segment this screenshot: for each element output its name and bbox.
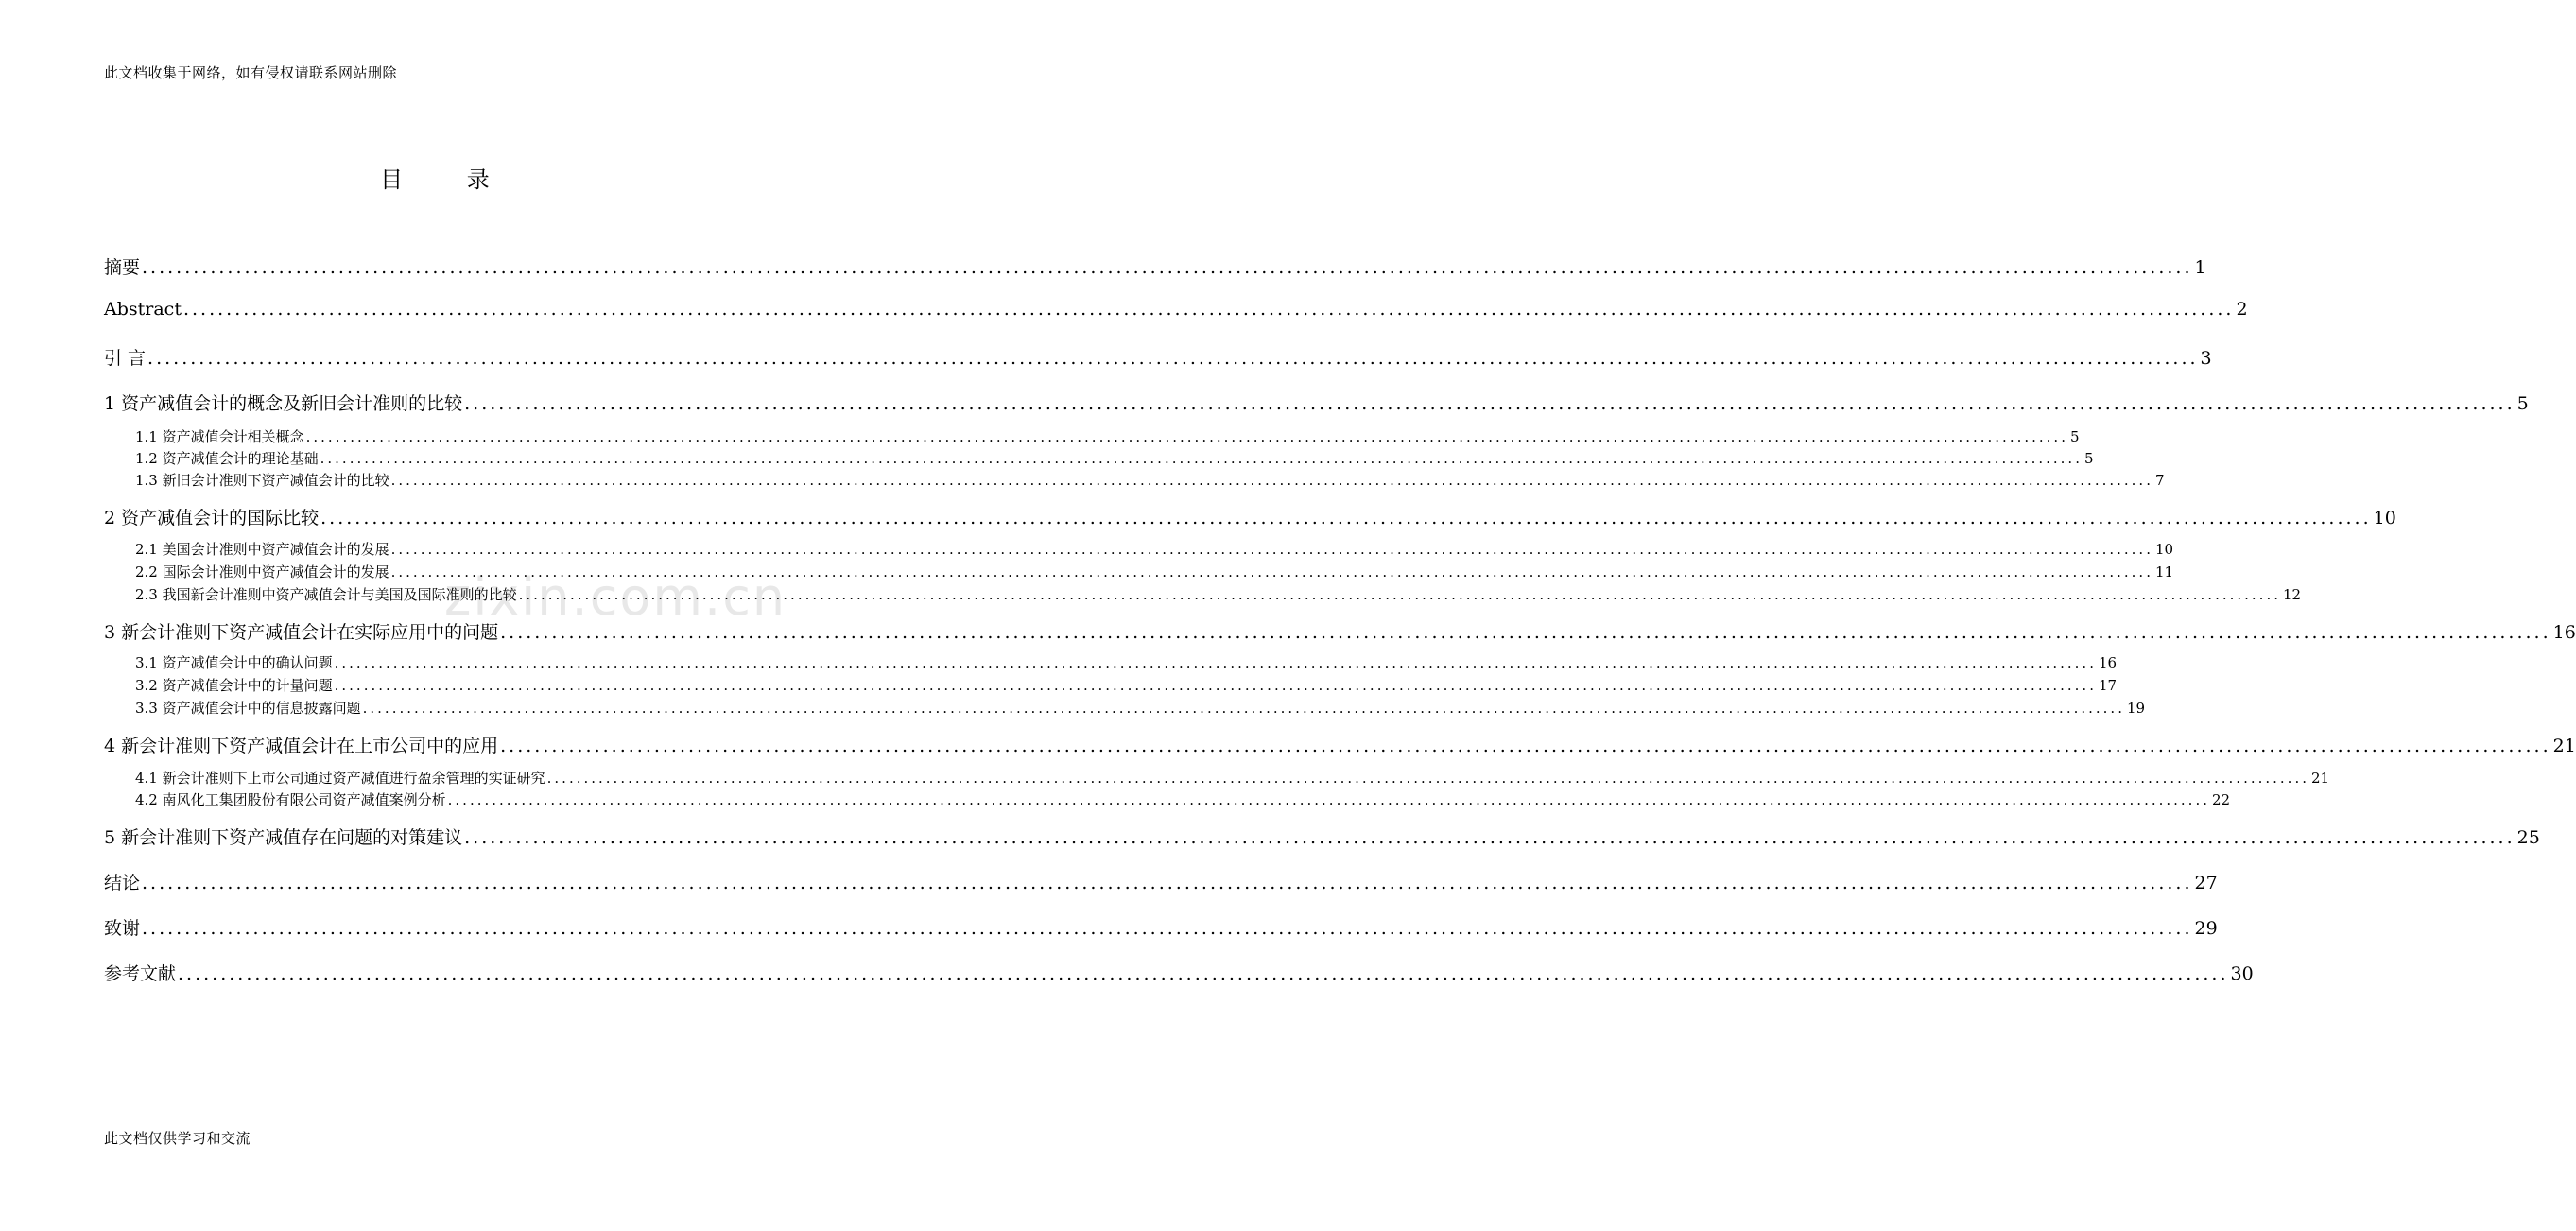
toc-entry-conclusion[interactable] <box>104 869 2218 894</box>
toc-page-number: 2 <box>2236 299 2248 320</box>
toc-page-number: 5 <box>2083 450 2094 467</box>
toc-leader: ................................................................................................................................................................................................................................................ <box>500 622 2551 643</box>
toc-entry-label: 3 新会计准则下资产减值会计在实际应用中的问题 <box>104 622 499 643</box>
toc-entry-label: 2 资产减值会计的国际比较 <box>104 508 320 529</box>
toc-entry-section-3-3[interactable] <box>135 698 2146 718</box>
toc-page-number: 22 <box>2211 791 2231 808</box>
toc-entry-label: 3.1 资产减值会计中的确认问题 <box>135 654 333 671</box>
toc-page-number: 5 <box>2516 393 2529 414</box>
toc-entry-label: 引 言 <box>104 348 147 369</box>
toc-leader: ................................................................................................................................................................................................................................................ <box>142 918 2193 939</box>
toc-page-number: 25 <box>2516 827 2540 848</box>
toc-entry-section-1-1[interactable] <box>135 426 2080 446</box>
toc-entry-label: 1 资产减值会计的概念及新旧会计准则的比较 <box>104 393 463 414</box>
toc-entry-acknowledgements[interactable] <box>104 914 2218 940</box>
toc-leader: ................................................................................................................................................................................................................................................ <box>464 827 2515 848</box>
toc-entry-label: 1.1 资产减值会计相关概念 <box>135 428 304 445</box>
toc-entry-label: 3.2 资产减值会计中的计量问题 <box>135 677 333 694</box>
toc-entry-chapter-3[interactable] <box>104 618 2576 644</box>
toc-entry-label: Abstract <box>104 299 182 320</box>
footer-note: 此文档仅供学习和交流 <box>104 1130 251 1147</box>
toc-entry-chapter-2[interactable] <box>104 504 2396 529</box>
toc-entry-label: 结论 <box>104 873 141 893</box>
toc-leader: ................................................................................................................................................................................................................................................ <box>362 700 2125 717</box>
toc-entry-label: 1.2 资产减值会计的理论基础 <box>135 450 319 467</box>
toc-page-number: 10 <box>2154 541 2174 558</box>
toc-leader: ................................................................................................................................................................................................................................................ <box>320 450 2083 467</box>
toc-leader: ................................................................................................................................................................................................................................................ <box>390 472 2153 489</box>
toc-page-number: 7 <box>2154 472 2165 489</box>
toc-page-number: 11 <box>2154 563 2174 581</box>
header-note: 此文档收集于网络，如有侵权请联系网站删除 <box>104 64 398 81</box>
toc-leader: ................................................................................................................................................................................................................................................ <box>142 873 2193 893</box>
toc-entry-label: 4.1 新会计准则下上市公司通过资产减值进行盈余管理的实证研究 <box>135 770 545 787</box>
toc-page-number: 30 <box>2230 963 2254 984</box>
toc-entry-label: 5 新会计准则下资产减值存在问题的对策建议 <box>104 827 463 848</box>
toc-leader: ................................................................................................................................................................................................................................................ <box>178 963 2229 984</box>
toc-page-number: 10 <box>2373 508 2396 529</box>
toc-entry-section-3-1[interactable] <box>135 652 2118 672</box>
toc-entry-label: 参考文献 <box>104 963 177 984</box>
toc-entry-label: 3.3 资产减值会计中的信息披露问题 <box>135 700 361 717</box>
toc-entry-section-3-2[interactable] <box>135 675 2118 695</box>
toc-entry-label: 2.3 我国新会计准则中资产减值会计与美国及国际准则的比较 <box>135 586 517 603</box>
toc-entry-section-4-2[interactable] <box>135 789 2231 809</box>
toc-entry-section-2-2[interactable] <box>135 562 2174 581</box>
toc-entry-label: 摘要 <box>104 257 141 278</box>
watermark: zixin.com.cn <box>444 567 787 627</box>
toc-leader: ................................................................................................................................................................................................................................................ <box>320 508 2372 529</box>
toc-page-number: 12 <box>2282 586 2302 603</box>
toc-entry-introduction[interactable] <box>104 344 2212 370</box>
toc-entry-section-1-2[interactable] <box>135 448 2094 468</box>
toc-leader: ................................................................................................................................................................................................................................................ <box>305 428 2068 445</box>
toc-entry-section-2-3[interactable] <box>135 584 2302 604</box>
toc-page-number: 17 <box>2098 677 2118 694</box>
toc-page-number: 21 <box>2552 736 2576 756</box>
toc-entry-abstract-cn[interactable] <box>104 253 2206 279</box>
toc-leader: ................................................................................................................................................................................................................................................ <box>500 736 2551 756</box>
toc-entry-label: 4 新会计准则下资产减值会计在上市公司中的应用 <box>104 736 499 756</box>
toc-page-number: 21 <box>2310 770 2330 787</box>
toc-page-number: 16 <box>2098 654 2118 671</box>
toc-leader: ................................................................................................................................................................................................................................................ <box>518 586 2281 603</box>
toc-entry-label: 4.2 南风化工集团股份有限公司资产减值案例分析 <box>135 791 446 808</box>
toc-entry-chapter-1[interactable] <box>104 390 2529 415</box>
toc-entry-chapter-5[interactable] <box>104 824 2540 849</box>
toc-entry-label: 1.3 新旧会计准则下资产减值会计的比较 <box>135 472 389 489</box>
toc-leader: ................................................................................................................................................................................................................................................ <box>147 348 2199 369</box>
toc-page-number: 19 <box>2126 700 2146 717</box>
toc-entry-chapter-4[interactable] <box>104 732 2576 757</box>
toc-leader: ................................................................................................................................................................................................................................................ <box>447 791 2210 808</box>
toc-leader: ................................................................................................................................................................................................................................................ <box>334 677 2097 694</box>
toc-page-number: 29 <box>2194 918 2218 939</box>
toc-leader: ................................................................................................................................................................................................................................................ <box>390 563 2153 581</box>
toc-leader: ................................................................................................................................................................................................................................................ <box>390 541 2153 558</box>
toc-page-number: 1 <box>2194 257 2206 278</box>
toc-page-number: 16 <box>2552 622 2576 643</box>
toc-entry-references[interactable] <box>104 960 2254 985</box>
toc-entry-section-4-1[interactable] <box>135 768 2330 788</box>
toc-entry-label: 致谢 <box>104 918 141 939</box>
toc-leader: ................................................................................................................................................................................................................................................ <box>142 257 2193 278</box>
toc-leader: ................................................................................................................................................................................................................................................ <box>334 654 2097 671</box>
toc-leader: ................................................................................................................................................................................................................................................ <box>182 299 2235 320</box>
toc-entry-label: 2.2 国际会计准则中资产减值会计的发展 <box>135 563 389 581</box>
toc-page-number: 5 <box>2069 428 2080 445</box>
toc-entry-section-2-1[interactable] <box>135 539 2174 559</box>
toc-leader: ................................................................................................................................................................................................................................................ <box>464 393 2515 414</box>
toc-entry-abstract-en[interactable] <box>104 299 2248 320</box>
toc-entry-label: 2.1 美国会计准则中资产减值会计的发展 <box>135 541 389 558</box>
page-title: 目 录 <box>380 166 518 193</box>
toc-page-number: 27 <box>2194 873 2218 893</box>
toc-leader: ................................................................................................................................................................................................................................................ <box>546 770 2309 787</box>
toc-page-number: 3 <box>2200 348 2212 369</box>
toc-entry-section-1-3[interactable] <box>135 470 2165 490</box>
